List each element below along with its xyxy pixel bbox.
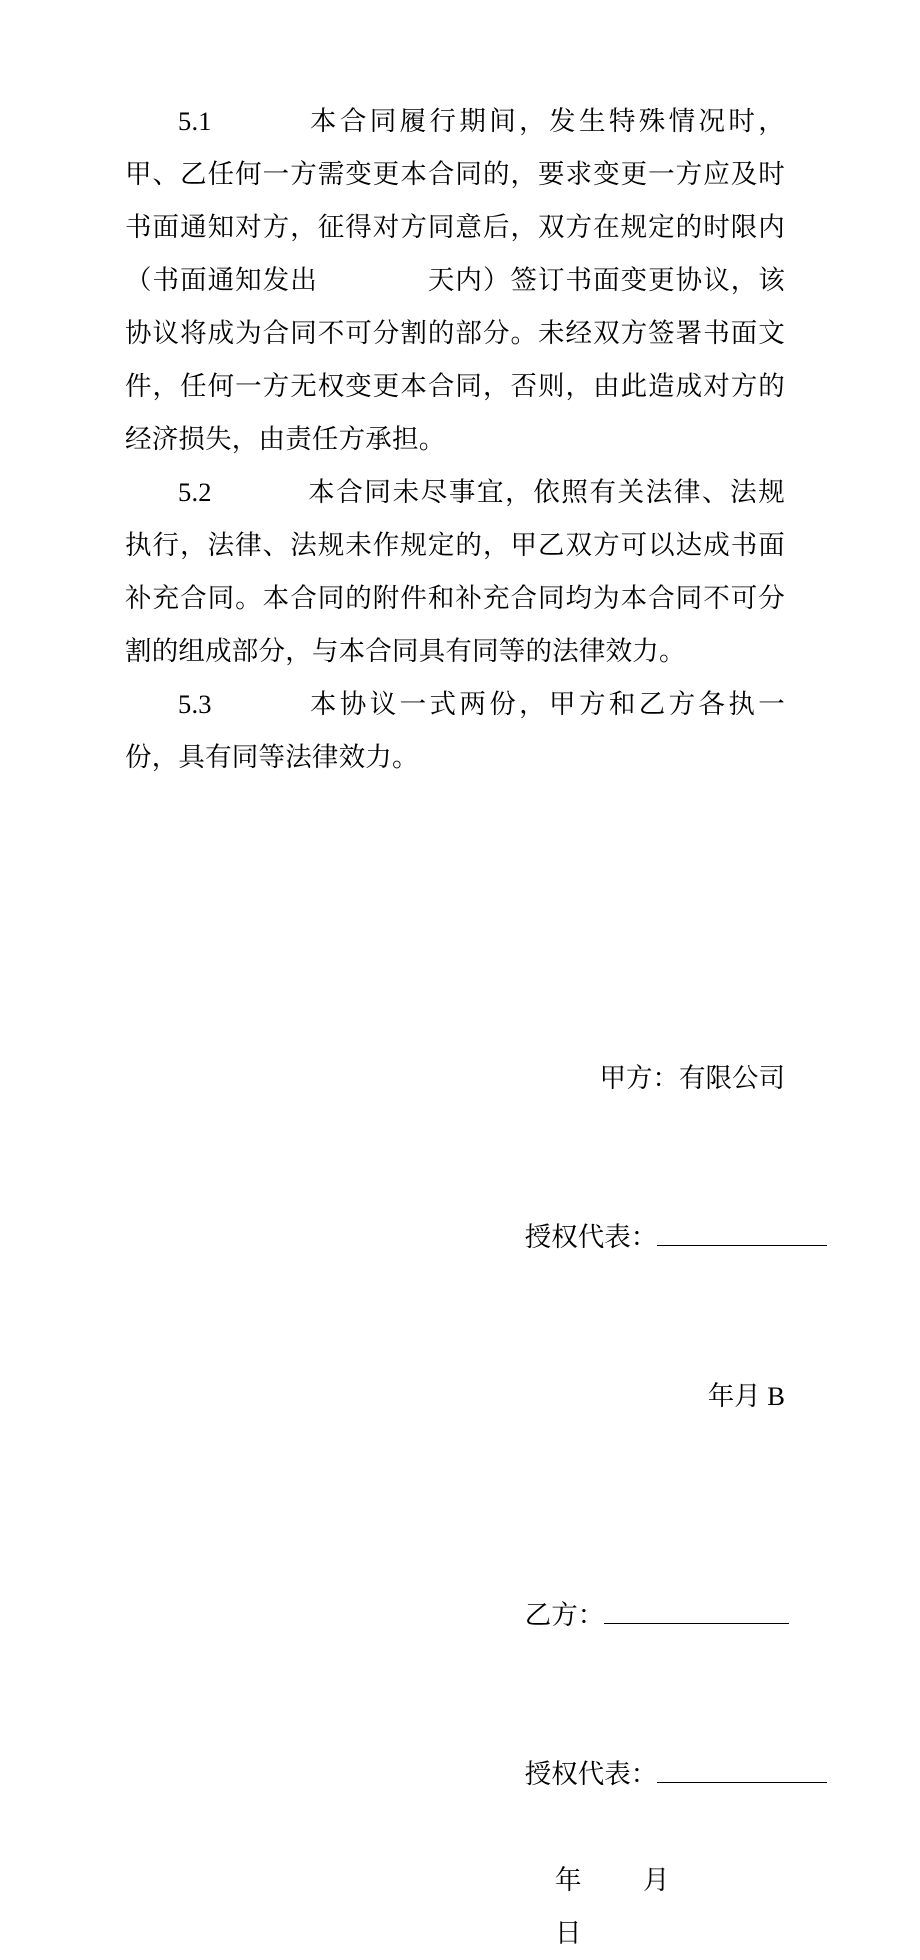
party-a-date-line	[125, 1317, 785, 1476]
clause-paragraph	[125, 678, 785, 784]
party-b-date-month: 月	[643, 1865, 672, 1895]
clause-paragraph	[125, 466, 785, 678]
signature-block	[125, 999, 785, 1960]
party-a-label: 甲方：有限公司	[599, 1063, 785, 1093]
clause-number: 5.2	[178, 477, 212, 507]
party-b-rep-label: 授权代表：	[524, 1759, 658, 1789]
clause-text: 本合同未尽事宜，依照有关法律、法规执行，法律、法规未作规定的，甲乙双方可以达成书面补充合同。本合同的附件和补充合同均为本合同不可分割的组成部分，与本合同具有同等的法律效力。	[125, 477, 785, 666]
party-b-date-year: 年	[555, 1865, 584, 1895]
party-b-label: 乙方：	[524, 1600, 605, 1630]
clause-text: 本合同履行期间，发生特殊情况时，甲、乙任何一方需变更本合同的，要求变更一方应及时书面通知对方，征得对方同意后，双方在规定的时限内（书面通知发出 天内）签订书面变更协议，该协议将成为合同不可分割的部分。未经双方签署书面文件，任何一方无权变更本合同，否则，由此造成对方的经济损失，由责任方承担。	[125, 106, 785, 454]
clause-paragraph	[125, 95, 785, 466]
party-a-rep-blank[interactable]	[657, 1245, 827, 1246]
party-b-date-day: 日	[555, 1918, 584, 1948]
party-b-rep-blank[interactable]	[657, 1782, 827, 1783]
party-a-name-line	[125, 999, 785, 1158]
clause-text: 本协议一式两份，甲方和乙方各执一份，具有同等法律效力。	[125, 689, 785, 772]
party-b-representative-line	[125, 1695, 785, 1854]
clause-number: 5.3	[178, 689, 212, 719]
party-a-rep-label: 授权代表：	[524, 1222, 658, 1252]
party-a-representative-line	[125, 1158, 785, 1317]
party-b-date-line	[125, 1854, 785, 1960]
party-a-date-label: 年月 B	[707, 1381, 785, 1411]
party-b-name-line	[125, 1536, 785, 1695]
clause-number: 5.1	[178, 106, 212, 136]
party-b-name-blank[interactable]	[604, 1623, 789, 1624]
